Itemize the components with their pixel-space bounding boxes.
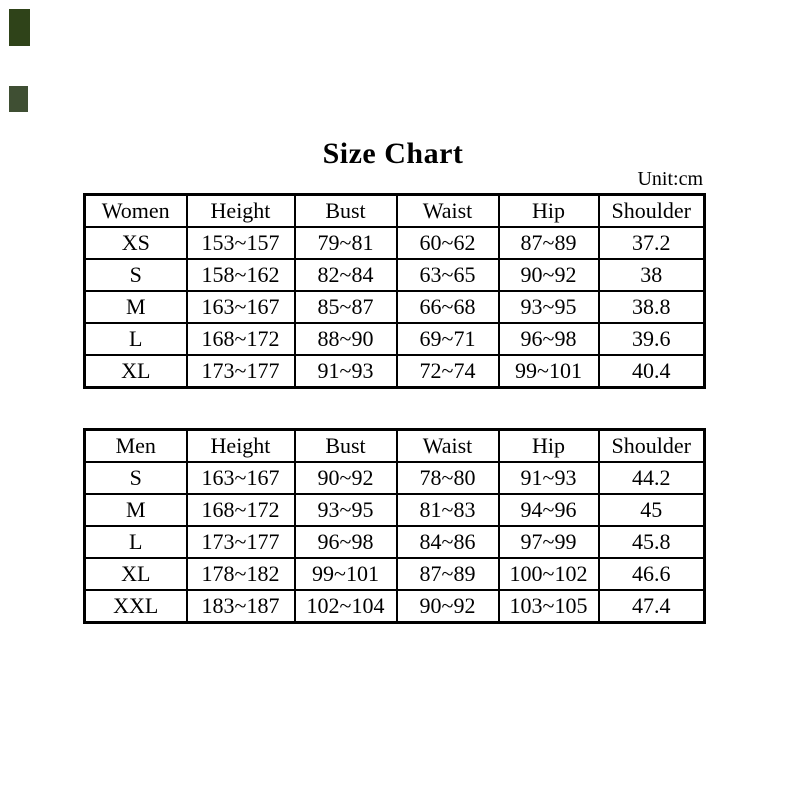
- table-cell: 94~96: [499, 494, 599, 526]
- table-cell: 93~95: [295, 494, 397, 526]
- table-cell: 88~90: [295, 323, 397, 355]
- header-cell: Men: [85, 430, 187, 463]
- table-cell: 60~62: [397, 227, 499, 259]
- table-cell: 173~177: [187, 526, 295, 558]
- table-cell: 46.6: [599, 558, 705, 590]
- page-title: Size Chart: [322, 137, 464, 170]
- table-cell: 87~89: [397, 558, 499, 590]
- table-cell: 45: [599, 494, 705, 526]
- header-cell: Hip: [499, 195, 599, 228]
- table-cell: 81~83: [397, 494, 499, 526]
- table-cell: 90~92: [499, 259, 599, 291]
- table-cell: 103~105: [499, 590, 599, 623]
- table-row: [85, 462, 705, 494]
- header-cell: Women: [85, 195, 187, 228]
- table-row: [85, 558, 705, 590]
- table-cell: 44.2: [599, 462, 705, 494]
- table-cell: 100~102: [499, 558, 599, 590]
- table-row: [85, 227, 705, 259]
- table-row: [85, 590, 705, 623]
- table-cell: 38.8: [599, 291, 705, 323]
- artifact-mark-top: [9, 9, 30, 46]
- table-row: [85, 291, 705, 323]
- table-cell: S: [85, 259, 187, 291]
- table-cell: 178~182: [187, 558, 295, 590]
- table-cell: 38: [599, 259, 705, 291]
- table-row: [85, 526, 705, 558]
- table-cell: 153~157: [187, 227, 295, 259]
- table-cell: 47.4: [599, 590, 705, 623]
- table-cell: 40.4: [599, 355, 705, 388]
- table-row: [85, 259, 705, 291]
- men-header-row: [85, 430, 705, 463]
- table-cell: 69~71: [397, 323, 499, 355]
- table-cell: 91~93: [499, 462, 599, 494]
- table-cell: 97~99: [499, 526, 599, 558]
- table-cell: 82~84: [295, 259, 397, 291]
- table-cell: 99~101: [295, 558, 397, 590]
- table-cell: 87~89: [499, 227, 599, 259]
- table-cell: XL: [85, 558, 187, 590]
- table-cell: 93~95: [499, 291, 599, 323]
- table-cell: XS: [85, 227, 187, 259]
- table-cell: 63~65: [397, 259, 499, 291]
- table-cell: 45.8: [599, 526, 705, 558]
- table-cell: 158~162: [187, 259, 295, 291]
- table-row: [85, 355, 705, 388]
- header-cell: Shoulder: [599, 195, 705, 228]
- header-cell: Shoulder: [599, 430, 705, 463]
- table-cell: 90~92: [397, 590, 499, 623]
- table-cell: L: [85, 526, 187, 558]
- table-cell: 72~74: [397, 355, 499, 388]
- table-cell: 84~86: [397, 526, 499, 558]
- header-cell: Waist: [397, 430, 499, 463]
- table-row: [85, 323, 705, 355]
- header-cell: Waist: [397, 195, 499, 228]
- table-cell: 39.6: [599, 323, 705, 355]
- header-cell: Height: [187, 430, 295, 463]
- table-cell: M: [85, 494, 187, 526]
- header-cell: Bust: [295, 430, 397, 463]
- table-cell: 183~187: [187, 590, 295, 623]
- table-cell: 96~98: [295, 526, 397, 558]
- table-cell: 168~172: [187, 323, 295, 355]
- table-cell: 102~104: [295, 590, 397, 623]
- table-cell: 173~177: [187, 355, 295, 388]
- artifact-mark-bottom: [9, 86, 28, 112]
- table-cell: 79~81: [295, 227, 397, 259]
- table-cell: XXL: [85, 590, 187, 623]
- table-cell: 37.2: [599, 227, 705, 259]
- unit-label: Unit:cm: [637, 168, 703, 190]
- header-cell: Height: [187, 195, 295, 228]
- table-cell: M: [85, 291, 187, 323]
- header-cell: Hip: [499, 430, 599, 463]
- women-header-row: [85, 195, 705, 228]
- men-size-table: [83, 428, 706, 624]
- table-cell: 66~68: [397, 291, 499, 323]
- table-cell: 163~167: [187, 291, 295, 323]
- header-cell: Bust: [295, 195, 397, 228]
- table-cell: S: [85, 462, 187, 494]
- table-cell: 96~98: [499, 323, 599, 355]
- table-row: [85, 494, 705, 526]
- table-cell: 163~167: [187, 462, 295, 494]
- table-cell: 90~92: [295, 462, 397, 494]
- women-size-table: [83, 193, 706, 389]
- table-cell: 168~172: [187, 494, 295, 526]
- table-cell: L: [85, 323, 187, 355]
- table-cell: 91~93: [295, 355, 397, 388]
- table-cell: 85~87: [295, 291, 397, 323]
- table-cell: XL: [85, 355, 187, 388]
- table-cell: 99~101: [499, 355, 599, 388]
- table-cell: 78~80: [397, 462, 499, 494]
